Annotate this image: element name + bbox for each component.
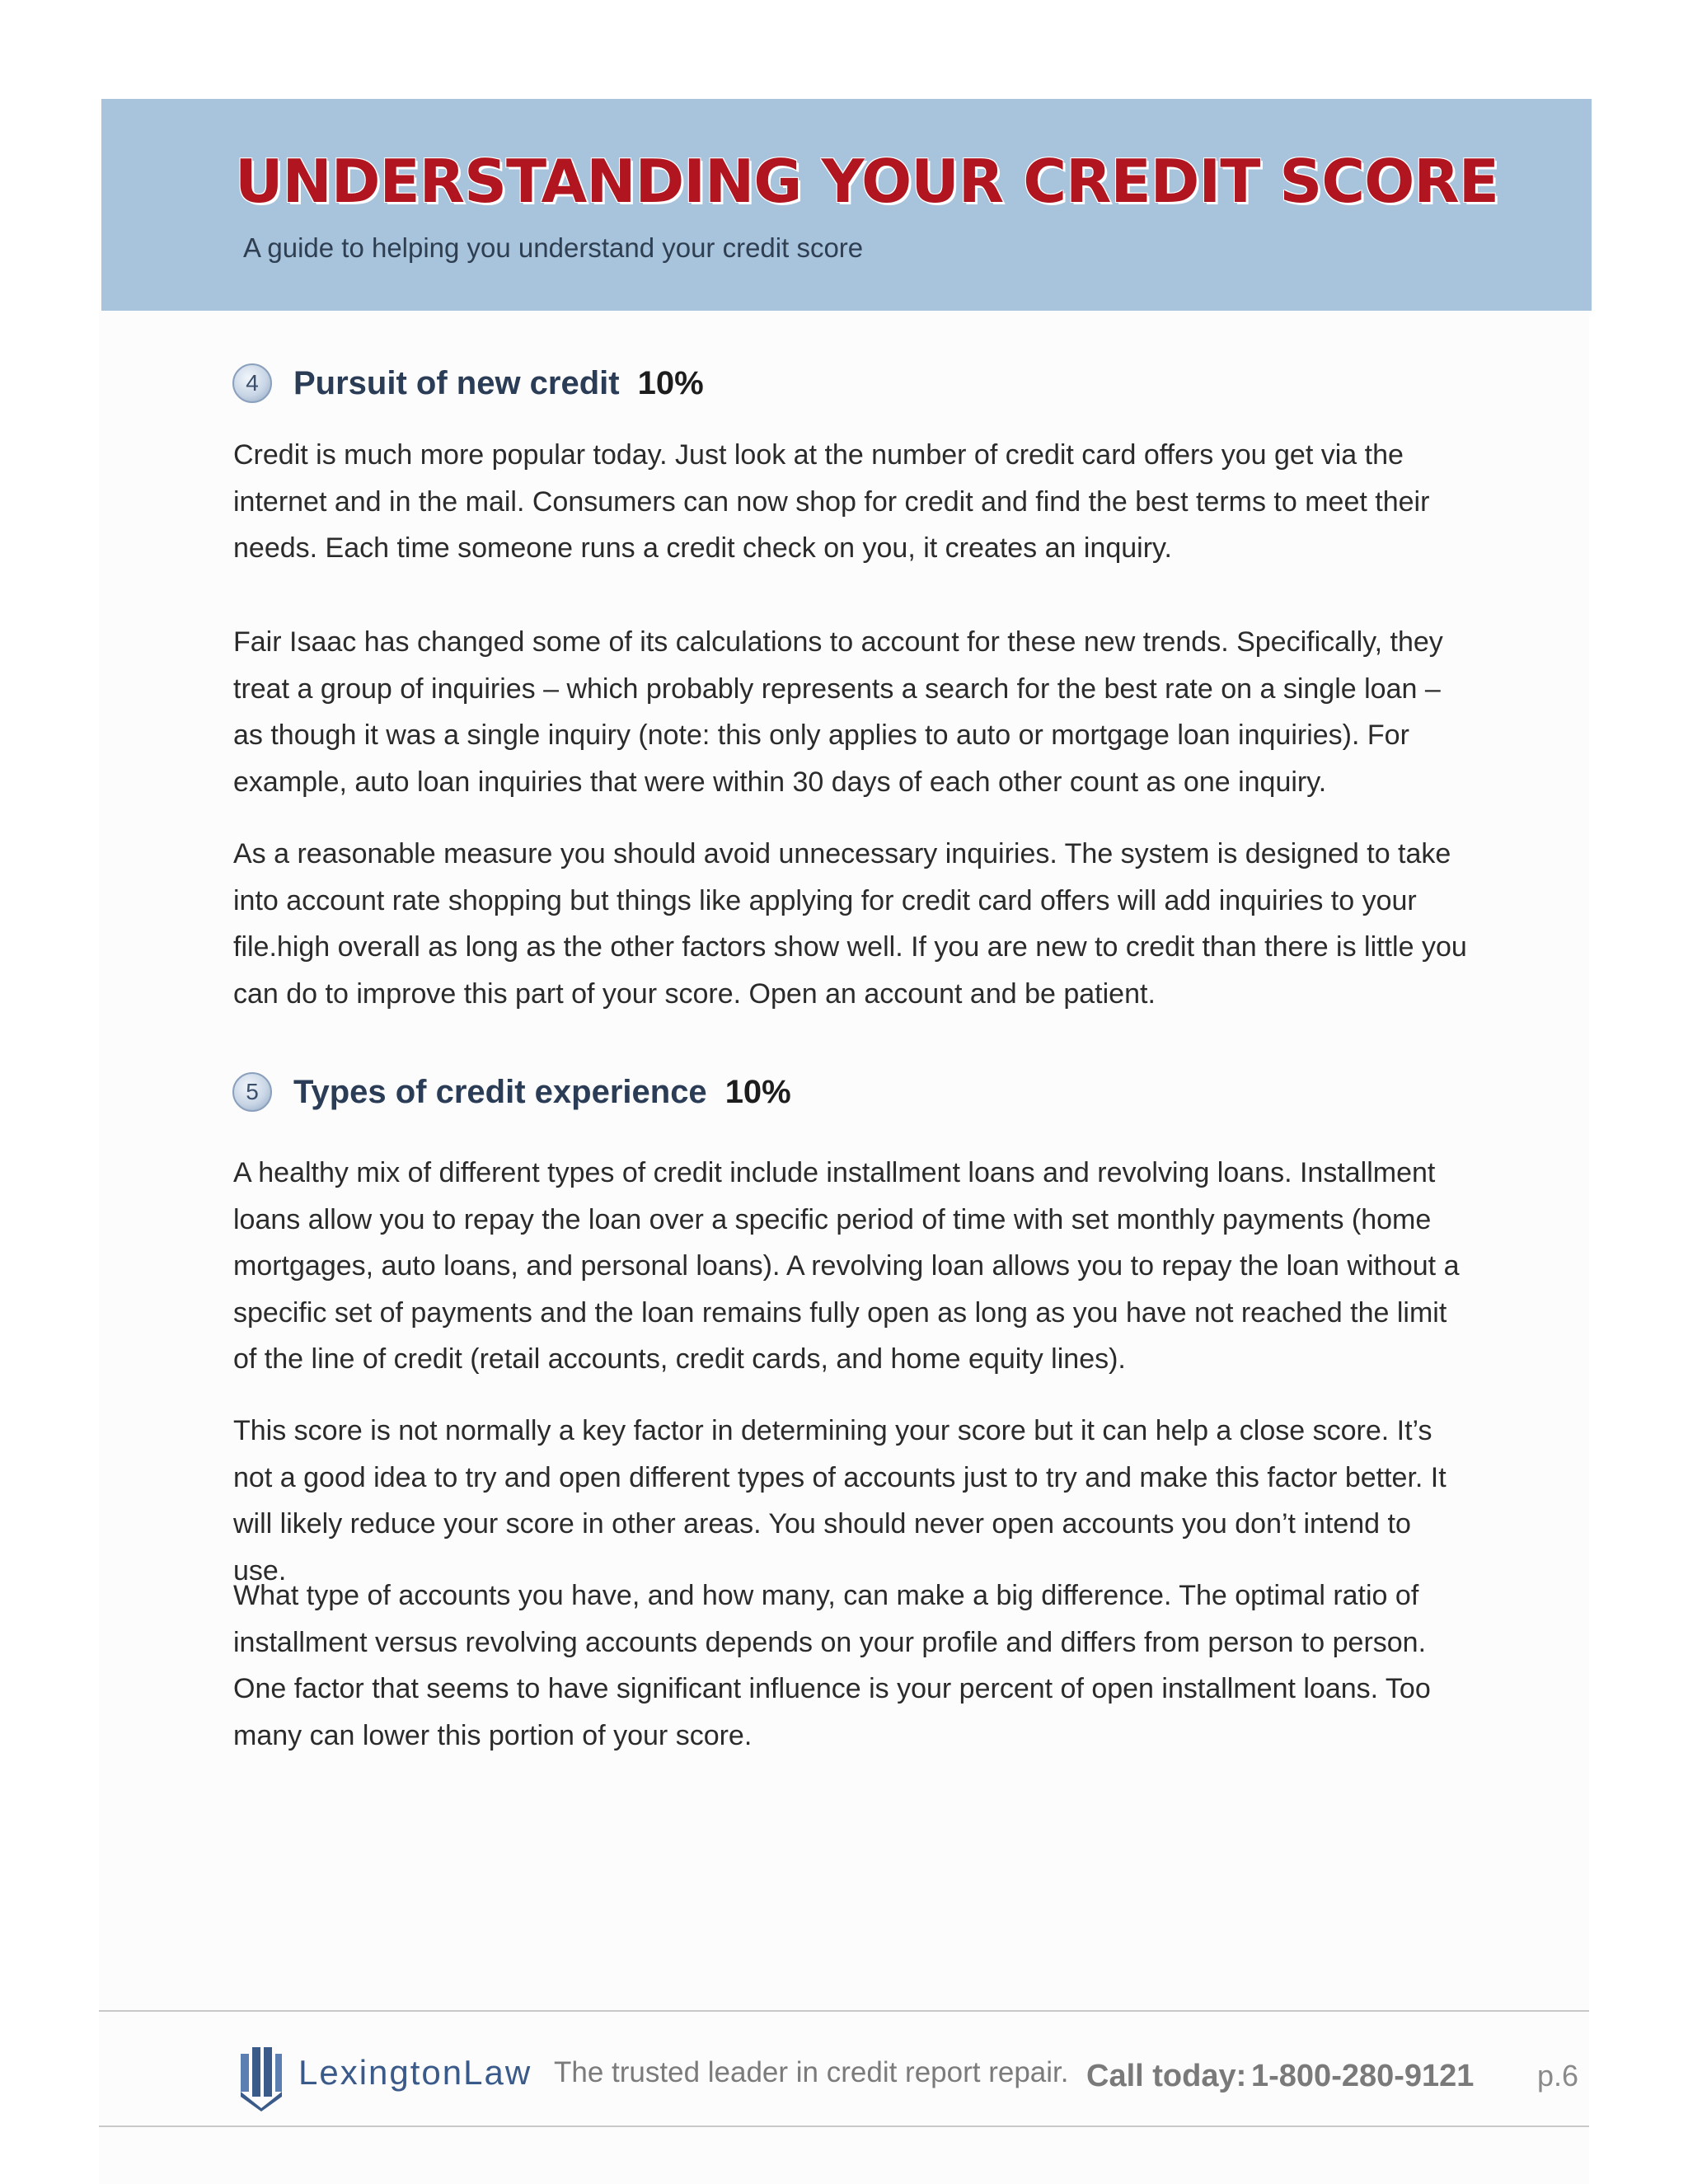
paragraph: Credit is much more popular today. Just look at the number of credit card offers you get via the internet and in the mail. Consumers can now shop for credit and find the best terms to meet their needs. Each time someone runs a credit check on you, it creates an inquiry.	[233, 439, 1430, 564]
section-percent: 10%	[637, 364, 704, 401]
paragraph: Fair Isaac has changed some of its calculations to account for these new trends. Specifically, they treat a group of inquiries – which probably represents a search for the best rate on a single loan – as though it was a single inquiry (note: this only applies to auto or mortgage loan inquiries). For example, auto loan inquiries that were within 30 days of each other count as one inquiry.	[233, 626, 1443, 798]
page-background	[99, 99, 1589, 2184]
section-number-badge: 4	[232, 363, 272, 403]
section-heading-pursuit-of-new-credit	[232, 363, 704, 403]
footer	[0, 2011, 1688, 2126]
call-today-label: Call today:	[1086, 2059, 1247, 2093]
page-subtitle: A guide to helping you understand your credit score	[243, 232, 864, 263]
section-percent: 10%	[724, 1073, 791, 1110]
phone-number: 1-800-280-9121	[1251, 2059, 1475, 2093]
logo-wordmark: LexingtonLaw	[298, 2053, 532, 2092]
page-title: UNDERSTANDING YOUR CREDIT SCORE	[235, 147, 1498, 216]
section-number-badge: 5	[232, 1072, 272, 1112]
section-title: Types of credit experience	[293, 1073, 707, 1110]
section-title: Pursuit of new credit	[293, 364, 620, 401]
paragraph: What type of accounts you have, and how many, can make a big difference. The optimal ratio of installment versus revolving accounts depends on your profile and differs from person to person. One factor that seems to have significant influence is your percent of open installment loans. Too many can lower this portion of your score.	[233, 1580, 1431, 1751]
lexington-law-logo-icon	[239, 2042, 284, 2111]
paragraph: A healthy mix of different types of credit include installment loans and revolving loans. Installment loans allow you to repay the loan over a specific period of time with set monthly payments (home mortgages, auto loans, and personal loans). A revolving loan allows you to repay the loan without a specific set of payments and the loan remains fully open as long as you have not reached the limit of the line of credit (retail accounts, credit cards, and home equity lines).	[233, 1157, 1460, 1375]
footer-bottom-divider	[99, 2125, 1589, 2127]
section-heading-types-of-credit-experience	[232, 1072, 791, 1112]
footer-tagline: The trusted leader in credit report repair.	[554, 2056, 1069, 2088]
page-number: p.6	[1537, 2059, 1579, 2093]
paragraph: As a reasonable measure you should avoid unnecessary inquiries. The system is designed to take into account rate shopping but things like applying for credit card offers will add inquiries to your file.high overall as long as the other factors show well. If you are new to credit than there is little you can do to improve this part of your score. Open an account and be patient.	[233, 838, 1467, 1010]
paragraph: This score is not normally a key factor in determining your score but it can help a close score. It’s not a good idea to try and open different types of accounts just to try and make this factor better. It will likely reduce your score in other areas. You should never open accounts you don’t intend to use.	[233, 1415, 1447, 1586]
